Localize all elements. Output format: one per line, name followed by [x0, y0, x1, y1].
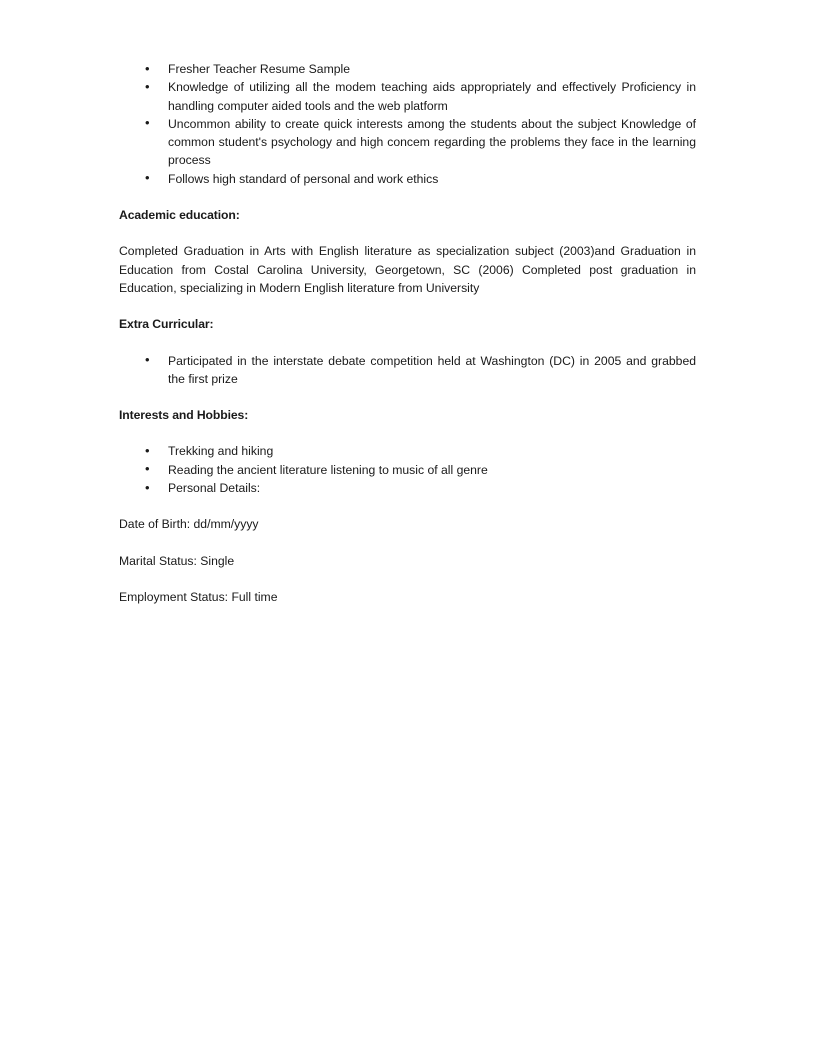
list-item: • Fresher Teacher Resume Sample	[119, 60, 696, 78]
interests-bullet-list	[119, 442, 696, 497]
list-item: • Personal Details:	[119, 479, 696, 497]
list-item: • Knowledge of utilizing all the modem teaching aids appropriately and effectively Proficiency in handling computer aided tools and the web platform	[119, 78, 696, 115]
spacer	[119, 388, 696, 406]
summary-bullet-list	[119, 60, 696, 188]
spacer	[119, 570, 696, 588]
list-item: • Reading the ancient literature listening to music of all genre	[119, 461, 696, 479]
list-item: • Participated in the interstate debate competition held at Washington (DC) in 2005 and grabbed the first prize	[119, 352, 696, 389]
personal-detail-date-of-birth: Date of Birth: dd/mm/yyyy	[119, 517, 259, 532]
personal-detail-marital-status: Marital Status: Single	[119, 553, 235, 568]
spacer	[119, 424, 696, 442]
spacer	[119, 297, 696, 315]
document-body	[119, 60, 696, 606]
spacer	[119, 224, 696, 242]
spacer	[119, 534, 696, 552]
list-item: • Uncommon ability to create quick interests among the students about the subject Knowledge of common student's psychology and high concem regarding the problems they face in the learning process	[119, 115, 696, 170]
section-heading-extra-curricular: Extra Curricular:	[119, 317, 214, 332]
spacer	[119, 188, 696, 206]
spacer	[119, 497, 696, 515]
extra-curricular-bullet-list	[119, 352, 696, 389]
section-heading-academic-education: Academic education:	[119, 208, 240, 223]
academic-education-paragraph: Completed Graduation in Arts with English literature as specialization subject (2003)and Graduation in Education from Costal Carolina University, Georgetown, SC (2006) Completed post graduation in Education, specializing in Modern English literature from University	[119, 244, 696, 295]
personal-detail-employment-status: Employment Status: Full time	[119, 589, 278, 604]
section-heading-interests-and-hobbies: Interests and Hobbies:	[119, 408, 249, 423]
list-item: • Trekking and hiking	[119, 442, 696, 460]
list-item: • Follows high standard of personal and work ethics	[119, 170, 696, 188]
spacer	[119, 334, 696, 352]
